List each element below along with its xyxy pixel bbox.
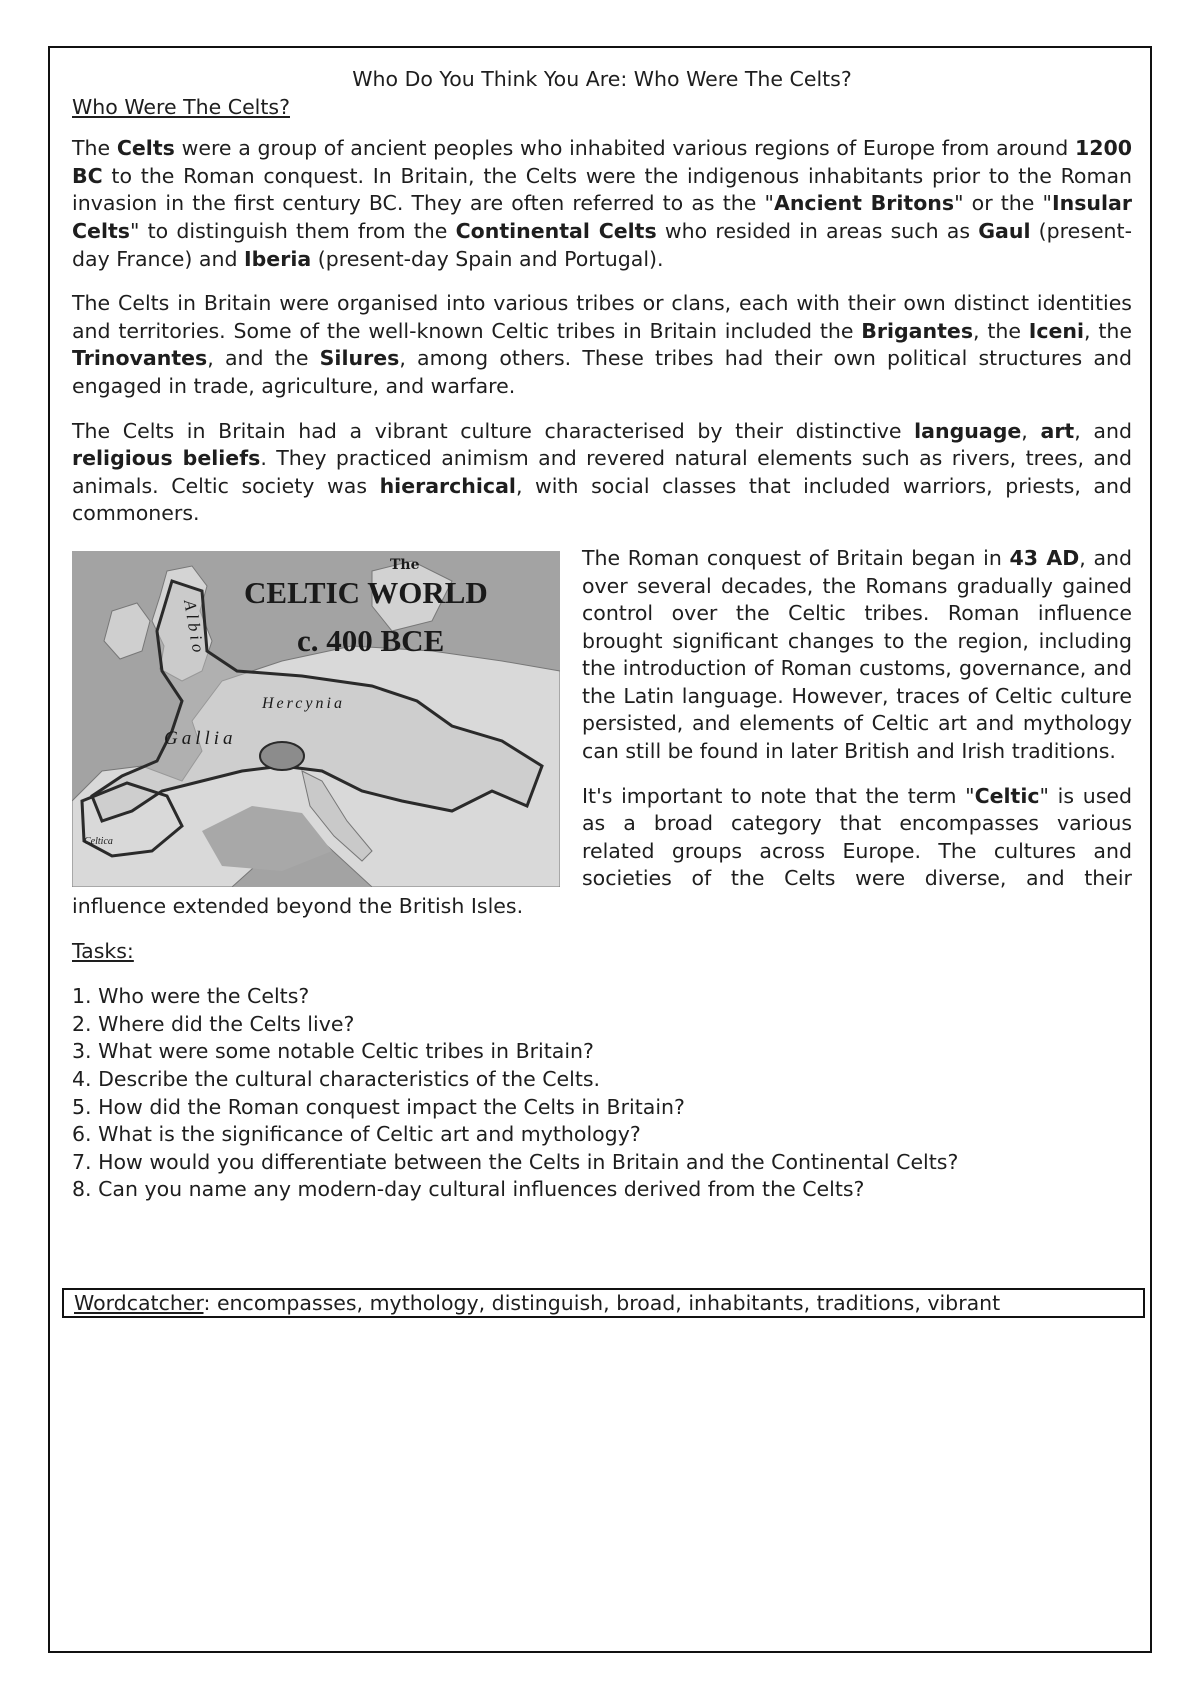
task-item: 4. Describe the cultural characteristics of the Celts. — [72, 1067, 601, 1091]
paragraph-celtic-term: It's important to note that the term "Celtic" is used as a broad category that encompasses various related groups across Europe. The cultures and societies of the Celts were diverse, and their influence extended beyond the British Isles. — [72, 783, 1133, 919]
task-item: 8. Can you name any modern-day cultural influences derived from the Celts? — [72, 1177, 865, 1202]
paragraph-culture: The Celts in Britain had a vibrant culture characterised by their distinctive language, art, and religious beliefs. They practiced animism and revered natural elements such as rivers, trees, and animals. Celtic society was hierarchical, with social classes that included warriors, priests, and commoners. — [72, 418, 1132, 526]
map-heading-date: c. 400 BCE — [297, 622, 445, 658]
map-alps-region — [260, 742, 304, 770]
wordcatcher-box — [62, 1288, 1145, 1318]
bold-term: 43 AD — [1009, 545, 1080, 570]
bold-term: Gaul — [978, 218, 1031, 243]
bold-term: hierarchical — [379, 473, 516, 498]
wordcatcher-label: Wordcatcher — [74, 1291, 204, 1315]
task-list — [72, 983, 1132, 1204]
worksheet-content — [72, 66, 1132, 1204]
bold-term: Celts — [116, 136, 175, 161]
paragraph-intro: The Celts were a group of ancient peoples who inhabited various regions of Europe from around 1200 BC to the Roman conquest. In Britain, the Celts were the indigenous inhabitants prior to the Roman invasion in the first century BC. They are often referred to as the "Ancient Britons" or the "Insular Celts" to distinguish them from the Continental Celts who resided in areas such as Gaul (present-day France) and Iberia (present-day Spain and Portugal). — [72, 136, 1132, 271]
map-label-gallia: Gallia — [164, 727, 237, 749]
map-heading-small: The — [390, 556, 420, 573]
bold-term: Iceni — [1028, 318, 1085, 343]
paragraph-roman-conquest: The Roman conquest of Britain began in 43 AD, and over several decades, the Romans gradually gained control over the Celtic tribes. Roman influence brought significant changes to the region, including the introduction of Roman customs, governance, and the Latin language. However, traces of Celtic culture persisted, and elements of Celtic art and mythology can still be found in later British and Irish traditions. — [582, 545, 1133, 764]
task-item: 7. How would you differentiate between the Celts in Britain and the Continental Celts? — [72, 1149, 959, 1174]
page-title: Who Do You Think You Are: Who Were The Celts? — [352, 67, 852, 91]
task-item: 3. What were some notable Celtic tribes in Britain? — [72, 1039, 594, 1064]
bold-term: Iberia — [244, 246, 312, 271]
wordcatcher-words: : encompasses, mythology, distinguish, broad, inhabitants, traditions, vibrant — [203, 1291, 1001, 1315]
task-item: 2. Where did the Celts live? — [72, 1011, 355, 1036]
section-heading: Who Were The Celts? — [72, 94, 290, 119]
bold-term: art — [1040, 418, 1075, 443]
bold-term: Trinovantes — [72, 346, 208, 371]
bold-term: language — [914, 418, 1022, 443]
bold-term: Ancient Britons — [773, 191, 955, 216]
bold-term: Celtic — [974, 783, 1040, 808]
bold-term: religious beliefs — [72, 446, 261, 471]
task-item: 1. Who were the Celts? — [72, 984, 310, 1009]
bold-term: Brigantes — [861, 318, 974, 343]
tasks-heading: Tasks: — [72, 938, 134, 963]
bold-term: 1200 BC — [72, 136, 1132, 188]
paragraph-tribes: The Celts in Britain were organised into various tribes or clans, each with their own distinct identities and territories. Some of the well-known Celtic tribes in Britain included the Brigantes, the Iceni, the Trinovantes, and the Silures, among others. These tribes had their own political structures and engaged in trade, agriculture, and warfare. — [72, 291, 1132, 398]
bold-term: Insular Celts — [72, 191, 1132, 243]
map-label-celtica: Celtica — [84, 835, 113, 847]
map-label-hercynia: Hercynia — [262, 694, 345, 712]
bold-term: Continental Celts — [455, 218, 657, 243]
task-item: 6. What is the significance of Celtic art and mythology? — [72, 1122, 641, 1147]
map-label-albion: Albio — [180, 598, 209, 658]
bold-term: Silures — [319, 346, 400, 371]
map-heading-main: CELTIC WORLD — [244, 574, 488, 610]
task-item: 5. How did the Roman conquest impact the Celts in Britain? — [72, 1094, 685, 1119]
celtic-world-map — [72, 551, 560, 887]
